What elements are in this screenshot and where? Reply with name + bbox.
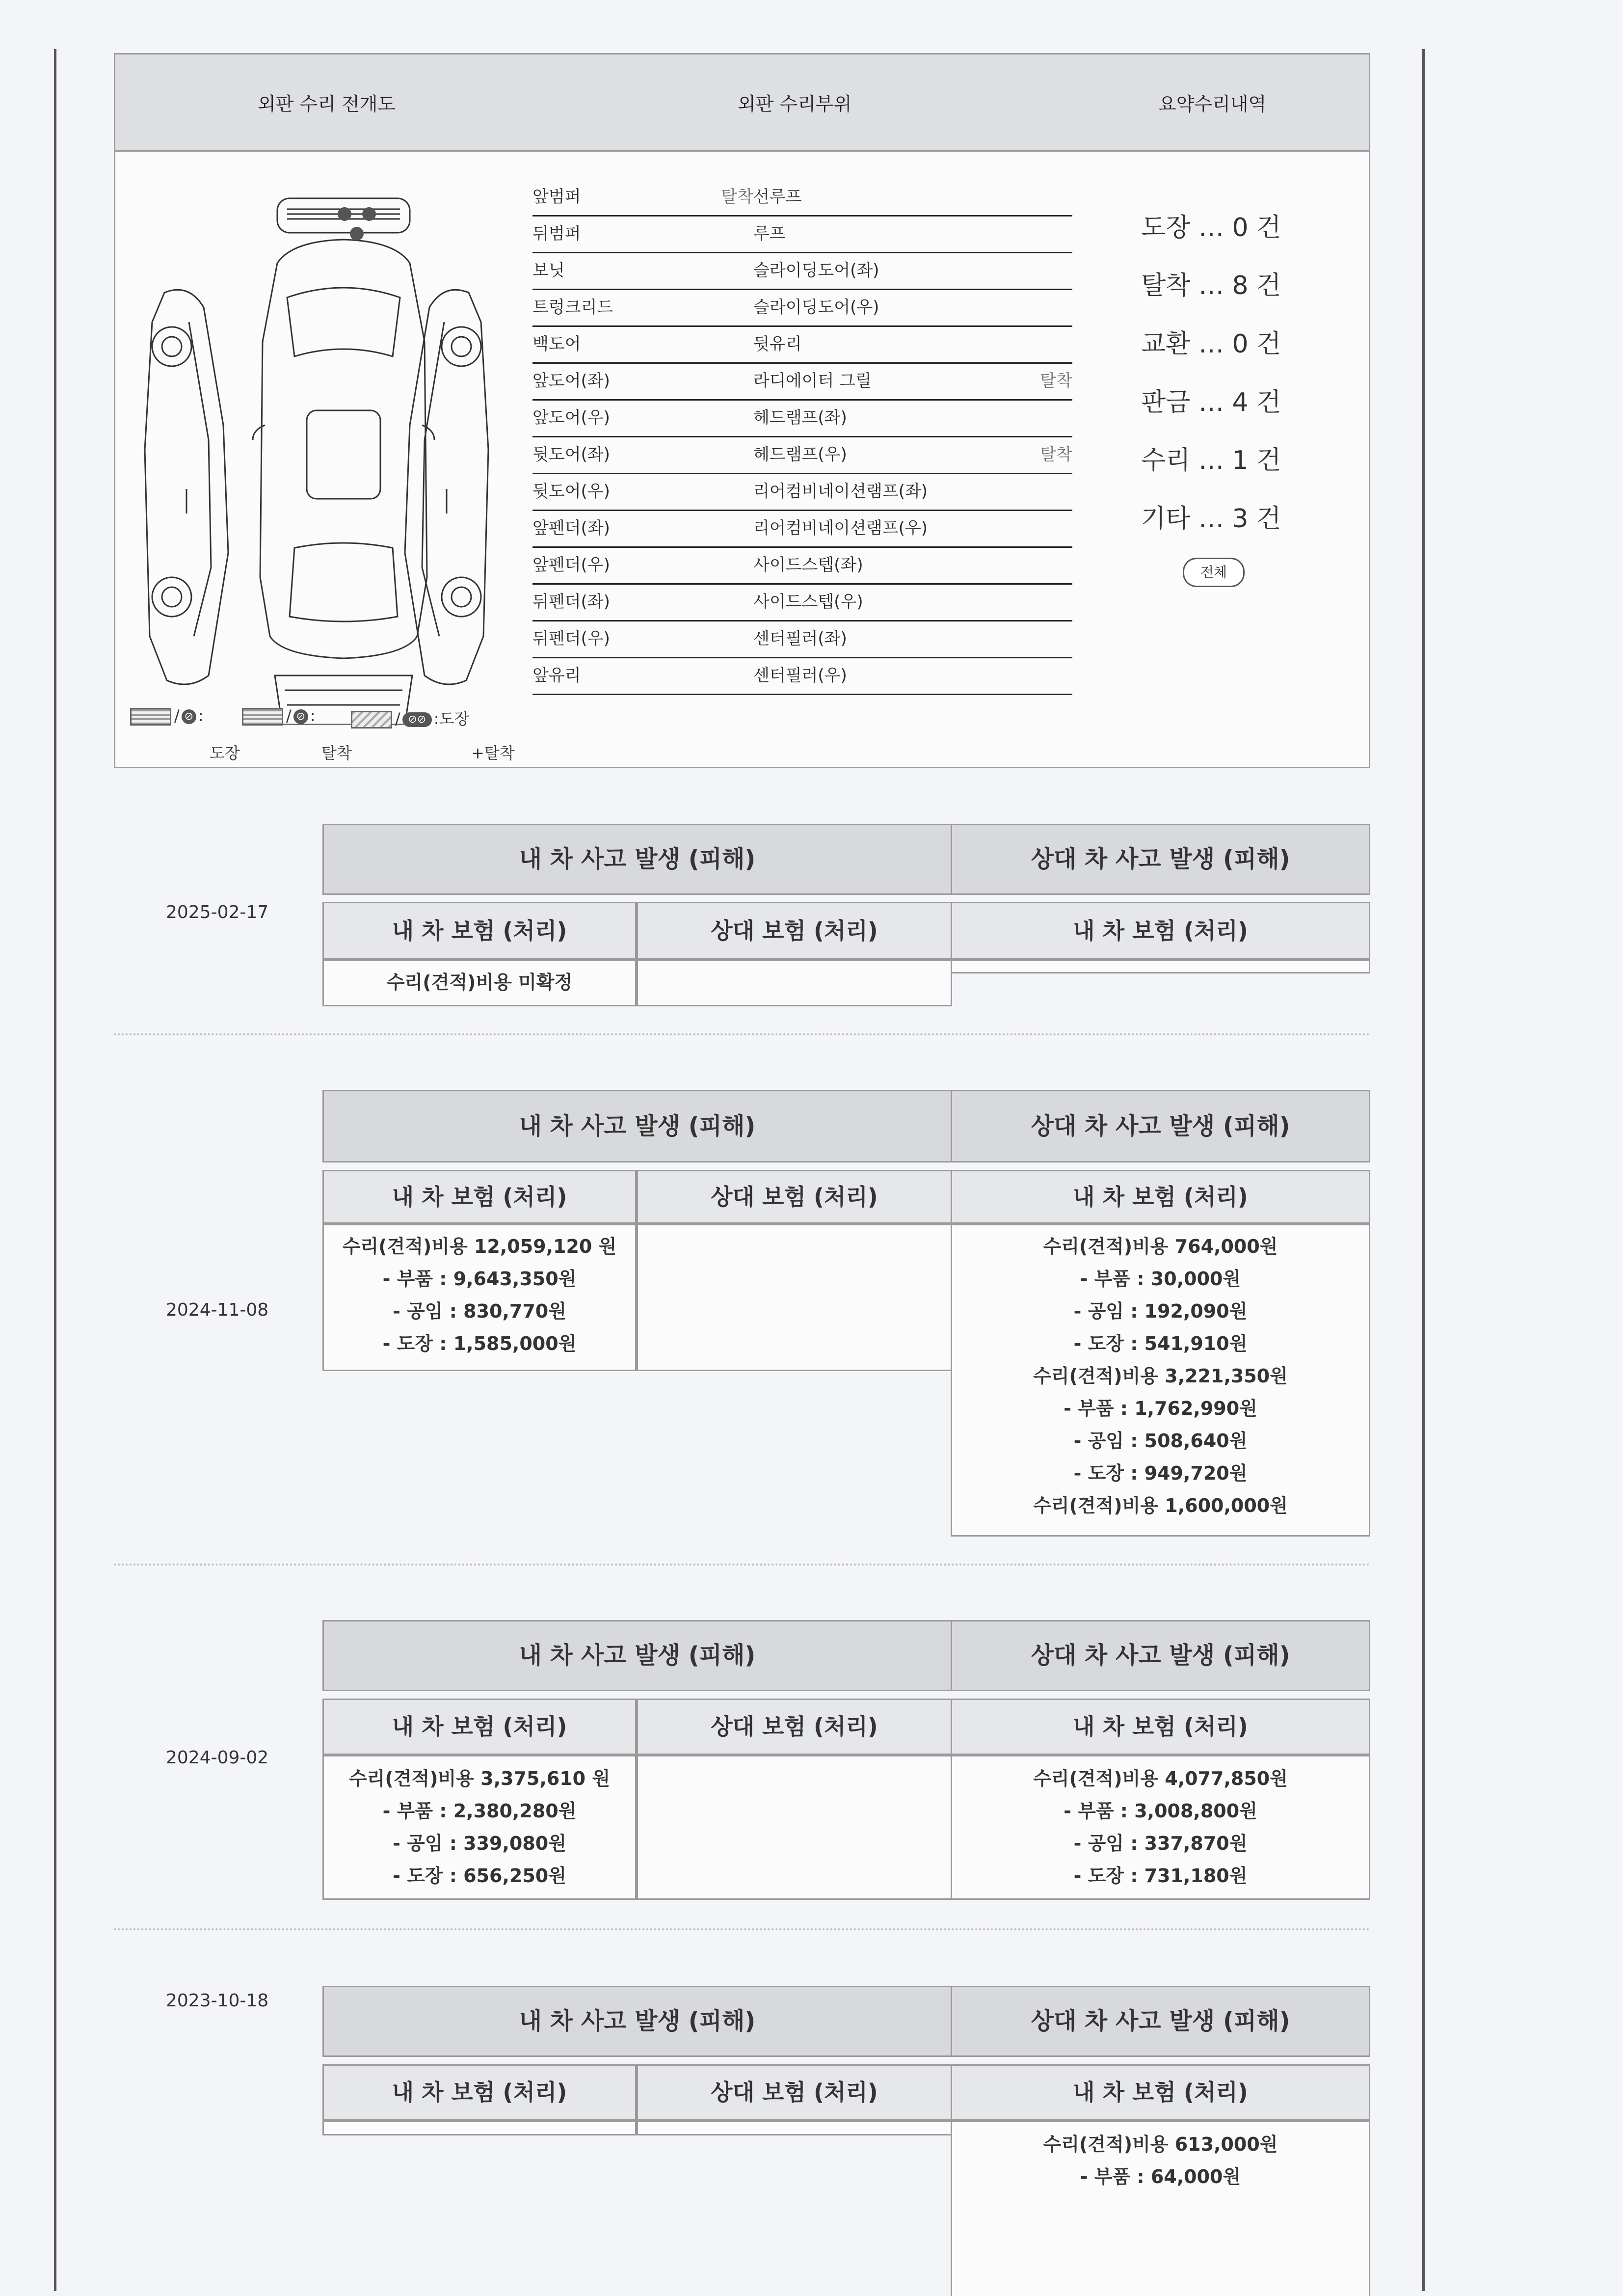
my-accident-header: 내 차 사고 발생 (피해)	[322, 1090, 952, 1162]
cost-line: - 부품 : 64,000원	[1080, 2166, 1241, 2188]
my-insurance-header: 내 차 보험 (처리)	[322, 1170, 637, 1224]
part-row-left	[532, 585, 753, 621]
parts-list-left	[532, 180, 753, 695]
cost-line: - 도장 : 949,720원	[1073, 1462, 1248, 1484]
part-name: 뒷도어(좌)	[532, 445, 610, 464]
separator	[114, 1928, 1370, 1930]
part-name: 헤드램프(좌)	[753, 408, 847, 428]
part-row-left	[532, 401, 753, 437]
cost-line: 수리(견적)비용 764,000원	[1043, 1236, 1278, 1257]
accident-date: 2023-10-18	[166, 1991, 269, 2011]
part-row-left	[532, 511, 753, 548]
cost-line: - 공임 : 830,770원	[393, 1300, 566, 1322]
my-insurance-header: 내 차 보험 (처리)	[322, 2064, 637, 2121]
my-insurance-detail	[322, 1224, 637, 1371]
cost-line: 수리(견적)비용 1,600,000원	[1033, 1495, 1288, 1516]
car-body-top	[260, 240, 427, 658]
separator	[114, 1564, 1370, 1566]
section-header	[115, 54, 1369, 152]
summary-remove: 탈착 … 8 건	[1141, 271, 1281, 300]
part-name: 뒤펜더(좌)	[532, 592, 610, 612]
other-accident-header: 상대 차 사고 발생 (피해)	[951, 1986, 1370, 2057]
part-row-right	[753, 216, 1072, 253]
legend-colon: :	[310, 706, 316, 725]
cost-line: - 도장 : 1,585,000원	[382, 1333, 577, 1354]
legend-caption-combo: +탈착	[471, 744, 515, 762]
part-repair-mark: 탈착	[1040, 371, 1072, 391]
summary-replace: 교환 … 0 건	[1141, 329, 1281, 359]
legend-slash: /	[395, 709, 400, 728]
part-name: 뒷도어(우)	[532, 482, 610, 501]
part-name: 백도어	[532, 334, 581, 354]
cost-line: - 공임 : 508,640원	[1073, 1430, 1248, 1452]
cost-line: - 공임 : 192,090원	[1073, 1300, 1248, 1322]
part-name: 앞도어(우)	[532, 408, 610, 428]
other-car-my-insurance-header: 내 차 보험 (처리)	[951, 2064, 1370, 2121]
part-repair-mark: 탈착	[1040, 445, 1072, 464]
legend-remove	[242, 706, 316, 726]
other-car-my-insurance-header: 내 차 보험 (처리)	[951, 1170, 1370, 1224]
separator	[114, 1033, 1370, 1035]
other-insurance-header: 상대 보험 (처리)	[637, 2064, 952, 2121]
other-accident-header: 상대 차 사고 발생 (피해)	[951, 824, 1370, 895]
part-row-right	[753, 364, 1072, 401]
other-insurance-detail	[637, 1224, 952, 1371]
car-body-right	[405, 290, 488, 684]
cost-line: - 부품 : 30,000원	[1080, 1268, 1241, 1290]
combo-swatch	[351, 711, 392, 729]
other-insurance-header: 상대 보험 (처리)	[637, 902, 952, 960]
part-name: 라디에이터 그릴	[753, 371, 872, 391]
header-diagram: 외판 수리 전개도	[258, 93, 396, 115]
my-insurance-header: 내 차 보험 (처리)	[322, 1699, 637, 1755]
my-accident-header: 내 차 사고 발생 (피해)	[322, 1620, 952, 1691]
other-accident-header: 상대 차 사고 발생 (피해)	[951, 1620, 1370, 1691]
other-car-my-insurance-detail	[951, 1224, 1370, 1537]
legend-combo-label: :도장	[433, 709, 470, 728]
part-name: 사이드스텝(우)	[753, 592, 863, 612]
legend-colon: :	[198, 706, 204, 725]
part-row-right	[753, 290, 1072, 327]
header-parts: 외판 수리부위	[738, 93, 852, 115]
my-accident-header: 내 차 사고 발생 (피해)	[322, 824, 952, 895]
legend-paint	[130, 706, 204, 726]
part-row-right	[753, 585, 1072, 621]
car-body-left	[145, 290, 228, 684]
right-border-line	[1422, 49, 1425, 2291]
cost-line: 수리(견적)비용 미확정	[386, 972, 573, 993]
my-insurance-detail	[322, 1755, 637, 1900]
part-repair-mark: 탈착	[721, 187, 753, 207]
legend-slash: /	[286, 706, 292, 725]
parts-list-right	[753, 180, 1072, 695]
accident-date: 2025-02-17	[166, 902, 269, 922]
part-name: 선루프	[753, 187, 802, 207]
cost-line: - 도장 : 656,250원	[393, 1865, 566, 1887]
my-insurance-header: 내 차 보험 (처리)	[322, 902, 637, 960]
cost-line: - 도장 : 541,910원	[1073, 1333, 1248, 1354]
part-row-left	[532, 253, 753, 290]
part-row-left	[532, 621, 753, 658]
part-row-right	[753, 621, 1072, 658]
cost-line: 수리(견적)비용 3,221,350원	[1033, 1365, 1288, 1387]
other-car-my-insurance-detail	[951, 2121, 1370, 2296]
remove-icon: ⊘	[293, 709, 308, 724]
summary-other: 기타 … 3 건	[1141, 504, 1281, 534]
part-row-right	[753, 474, 1072, 511]
part-row-left	[532, 327, 753, 364]
part-name: 앞펜더(좌)	[532, 518, 610, 538]
part-name: 뒤범퍼	[532, 224, 581, 243]
part-name: 센터필러(좌)	[753, 629, 847, 648]
view-all-button[interactable]: 전체	[1183, 558, 1245, 587]
part-row-left	[532, 290, 753, 327]
my-insurance-detail	[322, 960, 637, 1006]
header-summary: 요약수리내역	[1158, 93, 1267, 115]
legend-combo	[351, 706, 469, 729]
left-border-line	[54, 49, 56, 2291]
other-insurance-header: 상대 보험 (처리)	[637, 1699, 952, 1755]
summary-sheetmetal: 판금 … 4 건	[1141, 388, 1281, 417]
part-name: 트렁크리드	[532, 297, 613, 317]
cost-line: - 도장 : 731,180원	[1073, 1865, 1248, 1887]
part-name: 앞범퍼	[532, 187, 581, 207]
car-diagram	[130, 194, 503, 725]
cost-line: 수리(견적)비용 613,000원	[1043, 2134, 1278, 2155]
part-row-left	[532, 548, 753, 585]
accident-date: 2024-11-08	[166, 1300, 269, 1320]
other-insurance-detail	[637, 1755, 952, 1900]
part-name: 슬라이딩도어(좌)	[753, 261, 879, 280]
part-name: 헤드램프(우)	[753, 445, 847, 464]
my-accident-header: 내 차 사고 발생 (피해)	[322, 1986, 952, 2057]
part-row-left	[532, 364, 753, 401]
part-name: 뒷유리	[753, 334, 802, 354]
part-row-right	[753, 327, 1072, 364]
other-insurance-header: 상대 보험 (처리)	[637, 1170, 952, 1224]
cost-line: - 부품 : 2,380,280원	[382, 1800, 577, 1822]
other-accident-header: 상대 차 사고 발생 (피해)	[951, 1090, 1370, 1162]
part-row-right	[753, 437, 1072, 474]
cost-line: 수리(견적)비용 12,059,120 원	[342, 1236, 617, 1257]
legend-slash: /	[174, 706, 180, 725]
part-name: 루프	[753, 224, 786, 243]
part-name: 보닛	[532, 261, 565, 280]
cost-line: - 부품 : 1,762,990원	[1064, 1398, 1257, 1419]
summary-repair: 수리 … 1 건	[1141, 446, 1281, 475]
part-row-right	[753, 180, 1072, 216]
part-name: 리어컴비네이션램프(우)	[753, 518, 928, 538]
paint-icon: ⊘	[182, 709, 196, 724]
cost-line: - 부품 : 9,643,350원	[382, 1268, 577, 1290]
part-name: 리어컴비네이션램프(좌)	[753, 482, 928, 501]
summary-paint: 도장 … 0 건	[1141, 213, 1281, 243]
cost-line: - 부품 : 3,008,800원	[1064, 1800, 1257, 1822]
part-row-left	[532, 474, 753, 511]
other-car-my-insurance-header: 내 차 보험 (처리)	[951, 1699, 1370, 1755]
exterior-repair-section	[114, 53, 1370, 768]
legend-caption-paint: 도장	[210, 744, 240, 762]
part-row-right	[753, 253, 1072, 290]
cost-line: - 공임 : 337,870원	[1073, 1833, 1248, 1854]
other-insurance-detail	[637, 2121, 952, 2135]
other-car-my-insurance-detail	[951, 960, 1370, 973]
part-name: 뒤펜더(우)	[532, 629, 610, 648]
part-row-left	[532, 437, 753, 474]
part-name: 앞펜더(우)	[532, 555, 610, 575]
part-row-left	[532, 658, 753, 695]
part-name: 앞도어(좌)	[532, 371, 610, 391]
other-car-my-insurance-header: 내 차 보험 (처리)	[951, 902, 1370, 960]
part-row-right	[753, 511, 1072, 548]
part-name: 사이드스텝(좌)	[753, 555, 863, 575]
accident-date: 2024-09-02	[166, 1748, 269, 1768]
part-name: 앞유리	[532, 666, 581, 685]
part-row-right	[753, 401, 1072, 437]
paint-swatch	[130, 708, 171, 726]
legend-caption-remove: 탈착	[321, 744, 352, 762]
part-row-right	[753, 658, 1072, 695]
cost-line: 수리(견적)비용 3,375,610 원	[348, 1768, 611, 1789]
remove-swatch	[242, 708, 283, 726]
part-row-left	[532, 216, 753, 253]
other-car-my-insurance-detail	[951, 1755, 1370, 1900]
part-name: 센터필러(우)	[753, 666, 847, 685]
my-insurance-detail	[322, 2121, 637, 2135]
part-row-right	[753, 548, 1072, 585]
cost-line: 수리(견적)비용 4,077,850원	[1033, 1768, 1288, 1789]
paint-remove-icon: ⊘⊘	[402, 712, 432, 727]
part-row-left	[532, 180, 753, 216]
cost-line: - 공임 : 339,080원	[393, 1833, 566, 1854]
part-name: 슬라이딩도어(우)	[753, 297, 879, 317]
other-insurance-detail	[637, 960, 952, 1006]
